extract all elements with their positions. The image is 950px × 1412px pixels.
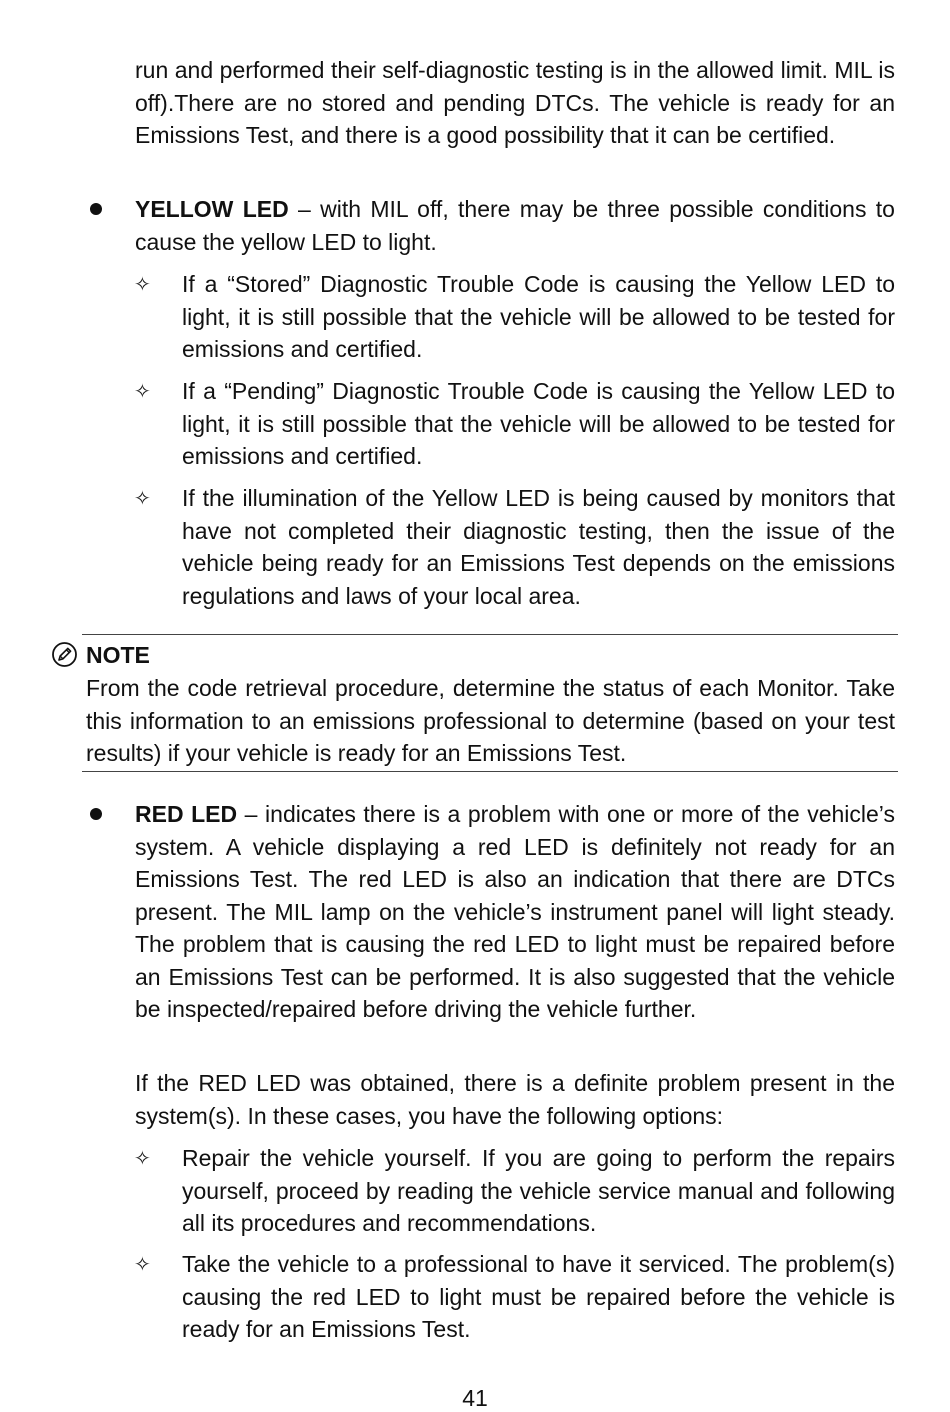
note-body: From the code retrieval procedure, determine the status of each Monitor. Take this information to an emissions professional to determine (based on your test results) if your vehicle is ready for an Emissions Test. — [86, 675, 895, 766]
intro-paragraph: run and performed their self-diagnostic testing is in the allowed limit. MIL is off).There are no stored and pending DTCs. The vehicle is ready for an Emissions Test, and there is a good possibility that it can be certified. — [135, 57, 895, 148]
yellow-led-label: YELLOW LED — [135, 196, 289, 222]
red-led-label: RED LED — [135, 801, 238, 827]
diamond-bullet-icon: ✧ — [134, 272, 151, 296]
diamond-bullet-icon: ✧ — [134, 486, 151, 510]
red-led-paragraph — [135, 798, 895, 1026]
red-item-professional: Take the vehicle to a professional to have it serviced. The problem(s) causing the red LED to light must be repaired before the vehicle is ready for an Emissions Test. — [182, 1251, 895, 1342]
pencil-in-circle-icon — [51, 641, 78, 668]
yellow-item-monitors: If the illumination of the Yellow LED is being caused by monitors that have not completed their diagnostic testing, then the issue of the vehicle being ready for an Emissions Test depends on the emissions regulations and laws of your local area. — [182, 485, 895, 609]
red-led-followup: If the RED LED was obtained, there is a definite problem present in the system(s). In these cases, you have the following options: — [135, 1070, 895, 1129]
note-bottom-divider — [82, 771, 898, 772]
yellow-led-text: – with MIL off, there may be three possible conditions to cause the yellow LED to light. — [135, 196, 895, 255]
yellow-item-pending: If a “Pending” Diagnostic Trouble Code is causing the Yellow LED to light, it is still possible that the vehicle will be allowed to be tested for emissions and certified. — [182, 378, 895, 469]
yellow-item-stored: If a “Stored” Diagnostic Trouble Code is causing the Yellow LED to light, it is still possible that the vehicle will be allowed to be tested for emissions and certified. — [182, 271, 895, 362]
yellow-bullet-icon — [90, 203, 102, 215]
page-number: 41 — [462, 1385, 488, 1411]
note-title: NOTE — [86, 642, 150, 668]
diamond-bullet-icon: ✧ — [134, 379, 151, 403]
note-top-divider — [82, 634, 898, 635]
red-item-repair-yourself: Repair the vehicle yourself. If you are going to perform the repairs yourself, proceed by reading the vehicle service manual and following all its procedures and recommendations. — [182, 1145, 895, 1236]
diamond-bullet-icon: ✧ — [134, 1252, 151, 1276]
yellow-led-paragraph — [135, 193, 895, 258]
diamond-bullet-icon: ✧ — [134, 1146, 151, 1170]
red-led-text: – indicates there is a problem with one or more of the vehicle’s system. A vehicle displaying a red LED is definitely not ready for an Emissions Test. The red LED is also an indication that there are DTCs present. The MIL lamp on the vehicle’s instrument panel will light steady. The problem that is causing the red LED to light must be repaired before an Emissions Test can be performed. It is also suggested that the vehicle be inspected/repaired before driving the vehicle further. — [135, 801, 895, 1022]
red-bullet-icon — [90, 808, 102, 820]
